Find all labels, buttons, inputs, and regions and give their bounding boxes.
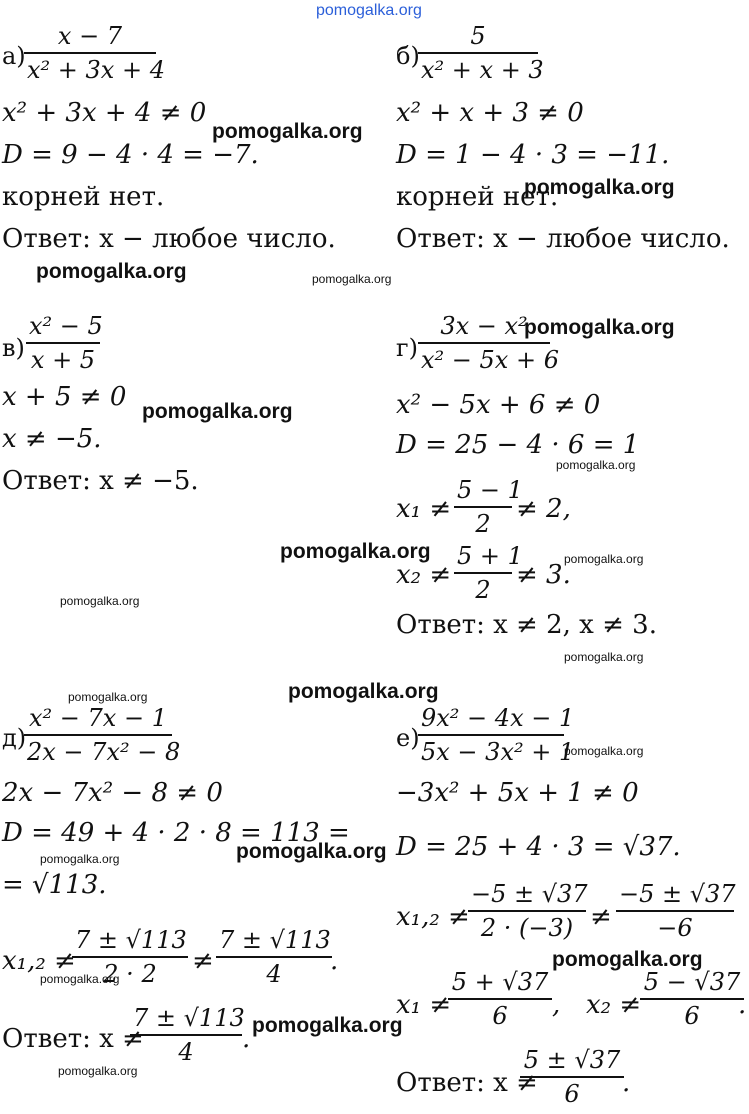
watermark: pomogalka.org (552, 948, 703, 971)
problem-d-answer-dot: . (242, 1024, 251, 1054)
problem-g-x2-suffix: ≠ 3. (516, 560, 571, 590)
watermark: pomogalka.org (280, 540, 431, 563)
problem-a-line-1: x² + 3x + 4 ≠ 0 (2, 98, 207, 128)
problem-g-line-2: D = 25 − 4 · 6 = 1 (396, 430, 640, 460)
problem-g-line-1: x² − 5x + 6 ≠ 0 (396, 390, 601, 420)
problem-d-answer-denominator: 4 (178, 1038, 194, 1066)
problem-e-x1-denominator: 6 (492, 1002, 508, 1030)
problem-e-neq: ≠ (590, 902, 612, 932)
problem-e-x-fraction-1 (468, 880, 586, 942)
watermark: pomogalka.org (212, 120, 363, 143)
watermark: pomogalka.org (40, 852, 120, 866)
problem-e-answer-denominator: 6 (564, 1080, 580, 1108)
problem-e-x-f1-denominator: 2 · (−3) (480, 914, 574, 942)
watermark: pomogalka.org (252, 1014, 403, 1037)
problem-b-answer: Ответ: x − любое число. (396, 224, 730, 254)
problem-v-line-2: x ≠ −5. (2, 424, 102, 454)
problem-e-answer-prefix: Ответ: x ≠ (396, 1068, 538, 1098)
problem-d-x-prefix: x₁,₂ ≠ (2, 946, 76, 976)
problem-a-answer: Ответ: x − любое число. (2, 224, 336, 254)
problem-g-x1-numerator: 5 − 1 (457, 476, 523, 504)
problem-e-x1-numerator: 5 + √37 (451, 968, 549, 996)
problem-d-answer-fraction (130, 1004, 245, 1066)
watermark: pomogalka.org (36, 260, 187, 283)
problem-d-line-1: 2x − 7x² − 8 ≠ 0 (2, 778, 223, 808)
problem-e-x-f2-denominator: −6 (657, 914, 693, 942)
watermark: pomogalka.org (564, 552, 644, 566)
problem-g-numerator: 3x − x² (440, 312, 528, 340)
problem-d-x-fraction-2 (216, 926, 332, 988)
watermark: pomogalka.org (564, 744, 644, 758)
problem-d-answer-numerator: 7 ± √113 (133, 1004, 245, 1032)
problem-g-x1-suffix: ≠ 2, (516, 494, 571, 524)
problem-g-x1-prefix: x₁ ≠ (396, 494, 452, 524)
problem-g-x2-fraction (454, 542, 523, 604)
watermark: pomogalka.org (236, 840, 387, 863)
problem-v-fraction (26, 312, 103, 374)
problem-d-neq: ≠ (192, 946, 214, 976)
problem-e-x-prefix: x₁,₂ ≠ (396, 902, 470, 932)
problem-e-line-2: D = 25 + 4 · 3 = √37. (396, 832, 681, 862)
problem-a-line-3: корней нет. (2, 182, 165, 212)
problem-g-label: г) (396, 334, 418, 362)
watermark: pomogalka.org (524, 316, 675, 339)
problem-e-answer-fraction (520, 1046, 624, 1108)
problem-b-line-2: D = 1 − 4 · 3 = −11. (396, 140, 670, 170)
watermark: pomogalka.org (524, 176, 675, 199)
problem-d-x-f1-numerator: 7 ± √113 (75, 926, 187, 954)
problem-g-x2-denominator: 2 (475, 576, 491, 604)
problem-e-denominator: 5x − 3x² + 1 (421, 738, 575, 766)
problem-b-fraction (418, 22, 544, 84)
problem-d-line-2: D = 49 + 4 · 2 · 8 = 113 = (2, 818, 350, 848)
problem-d-x-f1-denominator: 2 · 2 (103, 960, 157, 988)
watermark: pomogalka.org (312, 272, 392, 286)
problem-e-numerator: 9x² − 4x − 1 (421, 704, 575, 732)
watermark: pomogalka.org (60, 594, 140, 608)
problem-e-x-f1-numerator: −5 ± √37 (471, 880, 588, 908)
problem-b-label: б) (396, 42, 420, 70)
problem-g-x2-numerator: 5 + 1 (457, 542, 523, 570)
problem-e-answer-numerator: 5 ± √37 (523, 1046, 621, 1074)
problem-e-label: е) (396, 724, 420, 752)
watermark-top: pomogalka.org (316, 2, 422, 19)
problem-v-answer: Ответ: x ≠ −5. (2, 466, 199, 496)
problem-d-answer-prefix: Ответ: x ≠ (2, 1024, 144, 1054)
problem-v-line-1: x + 5 ≠ 0 (2, 382, 127, 412)
problem-d-x-f2-denominator: 4 (266, 960, 282, 988)
problem-d-line-3: = √113. (2, 870, 107, 900)
problem-b-line-1: x² + x + 3 ≠ 0 (396, 98, 584, 128)
watermark: pomogalka.org (288, 680, 439, 703)
watermark: pomogalka.org (142, 400, 293, 423)
problem-g-x2-prefix: x₂ ≠ (396, 560, 452, 590)
problem-d-label: д) (2, 724, 27, 752)
problem-e-x-f2-numerator: −5 ± √37 (619, 880, 736, 908)
problem-d-x-f2-numerator: 7 ± √113 (219, 926, 331, 954)
problem-a-numerator: x − 7 (57, 22, 123, 50)
problem-d-denominator: 2x − 7x² − 8 (27, 738, 181, 766)
problem-v-denominator: x + 5 (30, 346, 96, 374)
problem-e-x2-fraction (640, 968, 747, 1030)
problem-g-x1-fraction (454, 476, 523, 538)
problem-a-denominator: x² + 3x + 4 (27, 56, 165, 84)
problem-b-numerator: 5 (470, 22, 486, 50)
watermark: pomogalka.org (564, 650, 644, 664)
problem-a-fraction (24, 22, 165, 84)
problem-g-x1-denominator: 2 (475, 510, 491, 538)
problem-e-x2-numerator: 5 − √37 (643, 968, 741, 996)
problem-e-x1-prefix: x₁ ≠ (396, 990, 452, 1020)
problem-e-x1-comma: , (552, 990, 561, 1020)
problem-a-label: а) (2, 42, 26, 70)
problem-v-label: в) (2, 334, 25, 362)
problem-b-denominator: x² + x + 3 (421, 56, 544, 84)
problem-v-numerator: x² − 5 (29, 312, 103, 340)
problem-e-answer-dot: . (622, 1068, 631, 1098)
problem-e-x1-fraction (448, 968, 552, 1030)
problem-d-fraction (24, 704, 181, 766)
problem-e-x2-prefix: x₂ ≠ (586, 990, 642, 1020)
problem-d-x-dot: . (330, 946, 339, 976)
problem-a-line-2: D = 9 − 4 · 4 = −7. (2, 140, 259, 170)
problem-e-x-fraction-2 (616, 880, 734, 942)
problem-e-fraction (418, 704, 575, 766)
watermark: pomogalka.org (40, 972, 120, 986)
problem-e-x2-dot: . (738, 990, 747, 1020)
watermark: pomogalka.org (556, 458, 636, 472)
watermark: pomogalka.org (68, 690, 148, 704)
problem-b-line-3: корней нет. (396, 182, 559, 212)
problem-e-line-1: −3x² + 5x + 1 ≠ 0 (396, 778, 639, 808)
watermark: pomogalka.org (58, 1064, 138, 1078)
problem-g-answer: Ответ: x ≠ 2, x ≠ 3. (396, 610, 657, 640)
problem-g-denominator: x² − 5x + 6 (421, 346, 559, 374)
problem-d-numerator: x² − 7x − 1 (29, 704, 167, 732)
problem-e-x2-denominator: 6 (684, 1002, 700, 1030)
